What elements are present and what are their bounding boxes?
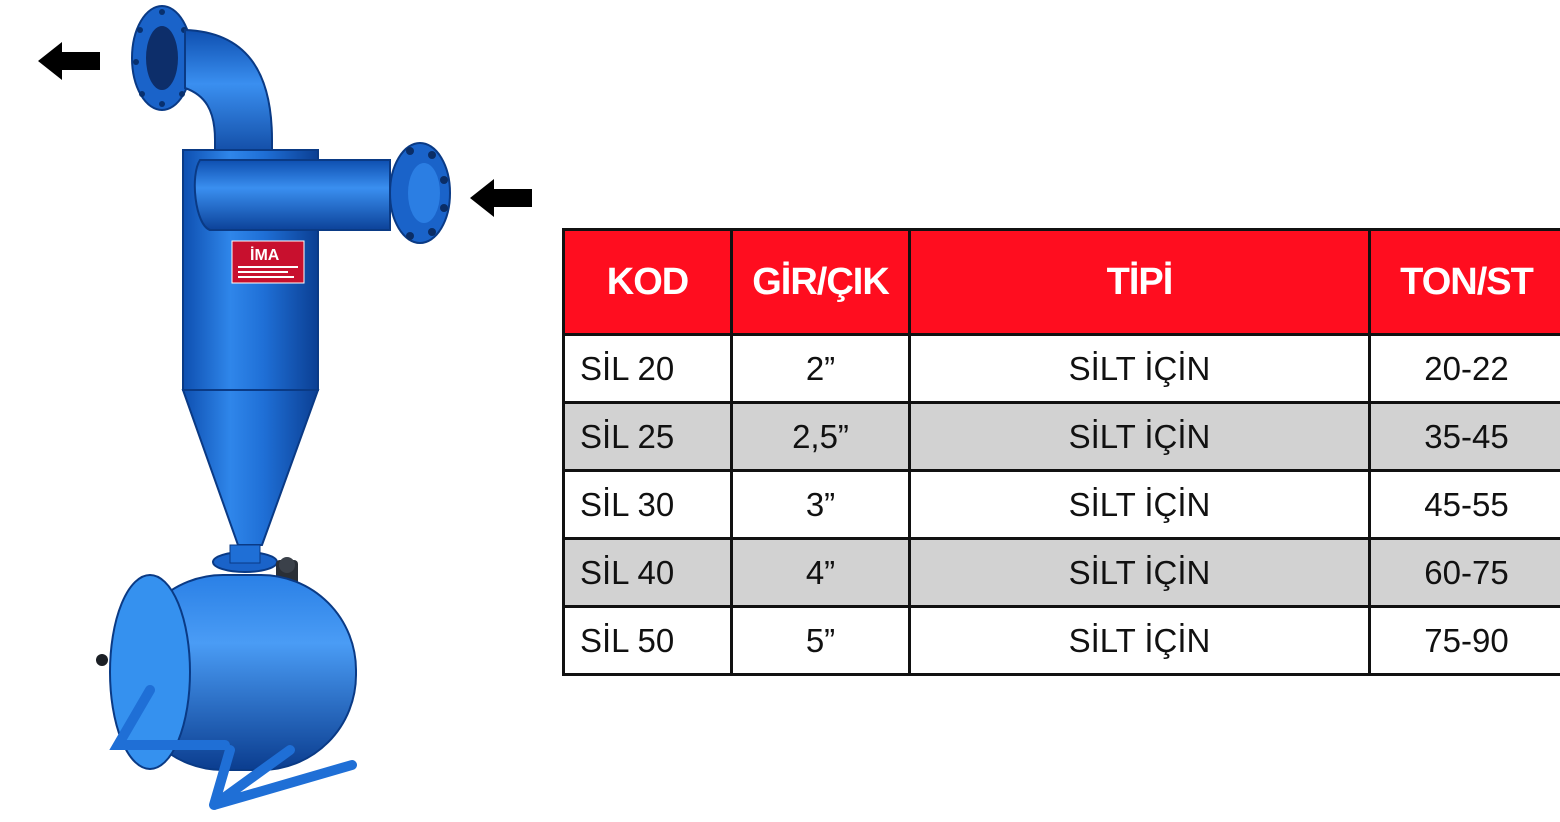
table-row — [564, 471, 1560, 539]
cell-tipi: SİLT İÇİN — [910, 471, 1370, 539]
brand-logo-text: İMA — [250, 247, 280, 264]
header-kod: KOD — [564, 230, 732, 335]
cell-tipi: SİLT İÇİN — [910, 403, 1370, 471]
table-header-row — [564, 230, 1560, 335]
inlet-flange — [390, 143, 450, 243]
cell-gir-cik: 2,5” — [732, 403, 910, 471]
cell-ton-st: 75-90 — [1370, 607, 1560, 675]
cell-gir-cik: 2” — [732, 335, 910, 403]
header-tipi: TİPİ — [910, 230, 1370, 335]
table-row — [564, 403, 1560, 471]
outlet-flange — [132, 6, 192, 110]
cell-ton-st: 45-55 — [1370, 471, 1560, 539]
table-row — [564, 607, 1560, 675]
cell-ton-st: 20-22 — [1370, 335, 1560, 403]
cell-kod: SİL 30 — [564, 471, 732, 539]
hydrocyclone-image — [0, 0, 560, 822]
cell-tipi: SİLT İÇİN — [910, 607, 1370, 675]
cell-kod: SİL 25 — [564, 403, 732, 471]
cell-kod: SİL 20 — [564, 335, 732, 403]
cell-kod: SİL 50 — [564, 607, 732, 675]
cell-ton-st: 35-45 — [1370, 403, 1560, 471]
header-ton-st: TON/ST — [1370, 230, 1560, 335]
cell-ton-st: 60-75 — [1370, 539, 1560, 607]
table-row — [564, 539, 1560, 607]
cell-kod: SİL 40 — [564, 539, 732, 607]
cell-tipi: SİLT İÇİN — [910, 335, 1370, 403]
cell-tipi: SİLT İÇİN — [910, 539, 1370, 607]
spec-table — [562, 228, 1560, 676]
cell-gir-cik: 5” — [732, 607, 910, 675]
table-row — [564, 335, 1560, 403]
cell-gir-cik: 3” — [732, 471, 910, 539]
header-gir-cik: GİR/ÇIK — [732, 230, 910, 335]
cell-gir-cik: 4” — [732, 539, 910, 607]
brand-label — [232, 241, 304, 283]
